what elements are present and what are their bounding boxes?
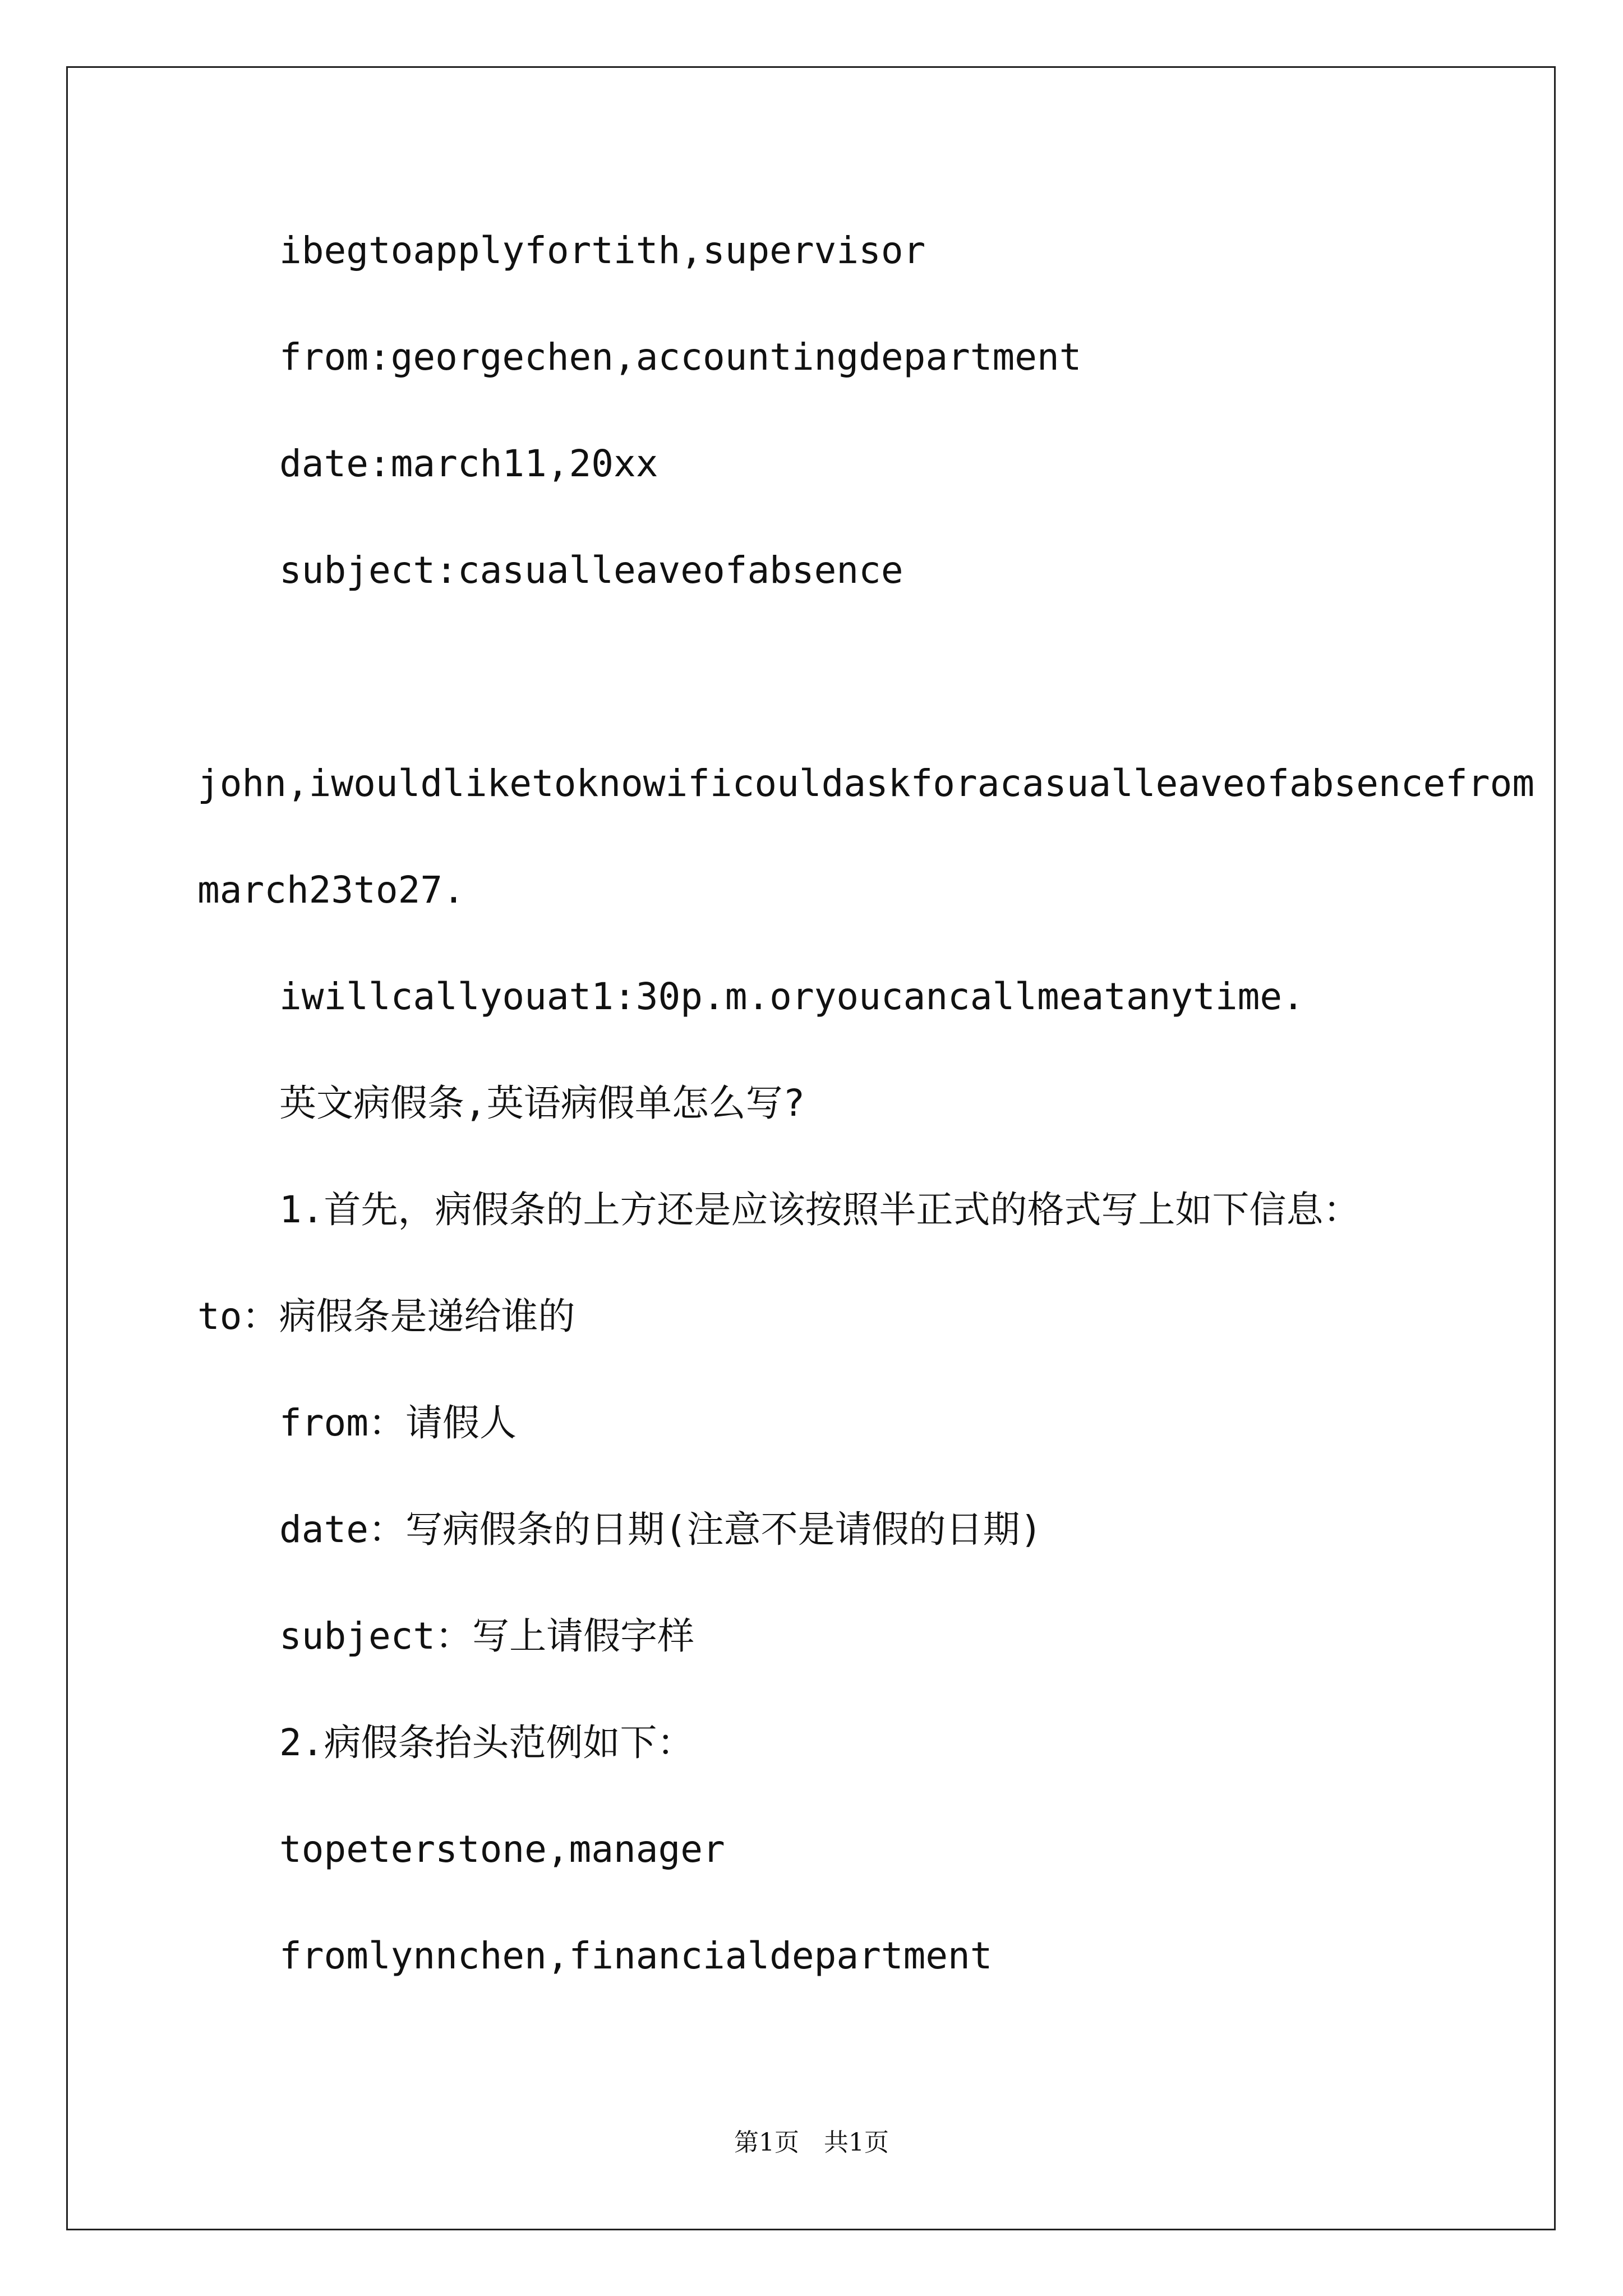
page-footer: [0, 2128, 1623, 2157]
text-line: march23to27.: [197, 868, 465, 912]
page-number: 第1页: [734, 2128, 799, 2157]
page-border: [66, 66, 1556, 2230]
text-line: john,iwouldliketoknowificouldaskforacasualleaveofabsencefrom: [197, 762, 1535, 805]
text-line: 1.首先，病假条的上方还是应该按照半正式的格式写上如下信息：: [279, 1188, 1361, 1231]
text-line: from:georgechen,accountingdepartment: [279, 335, 1082, 379]
text-line: iwillcallyouat1:30p.m.oryoucancallmeatanytime.: [279, 975, 1304, 1018]
text-line: ibegtoapplyfortith,supervisor: [279, 229, 926, 272]
text-line: 英文病假条,英语病假单怎么写?: [279, 1082, 805, 1125]
text-line: subject:casualleaveofabsence: [279, 549, 903, 592]
text-line: from：请假人: [279, 1401, 517, 1444]
page-total: 共1页: [824, 2128, 889, 2157]
text-line: subject：写上请假字样: [279, 1614, 695, 1658]
text-line: topeterstone,manager: [279, 1828, 725, 1871]
text-line: date:march11,20xx: [279, 442, 658, 485]
text-line: date：写病假条的日期(注意不是请假的日期): [279, 1508, 1043, 1551]
text-line: to：病假条是递给谁的: [197, 1295, 575, 1338]
text-line: 2.病假条抬头范例如下：: [279, 1721, 694, 1764]
text-line: fromlynnchen,financialdepartment: [279, 1934, 993, 1977]
